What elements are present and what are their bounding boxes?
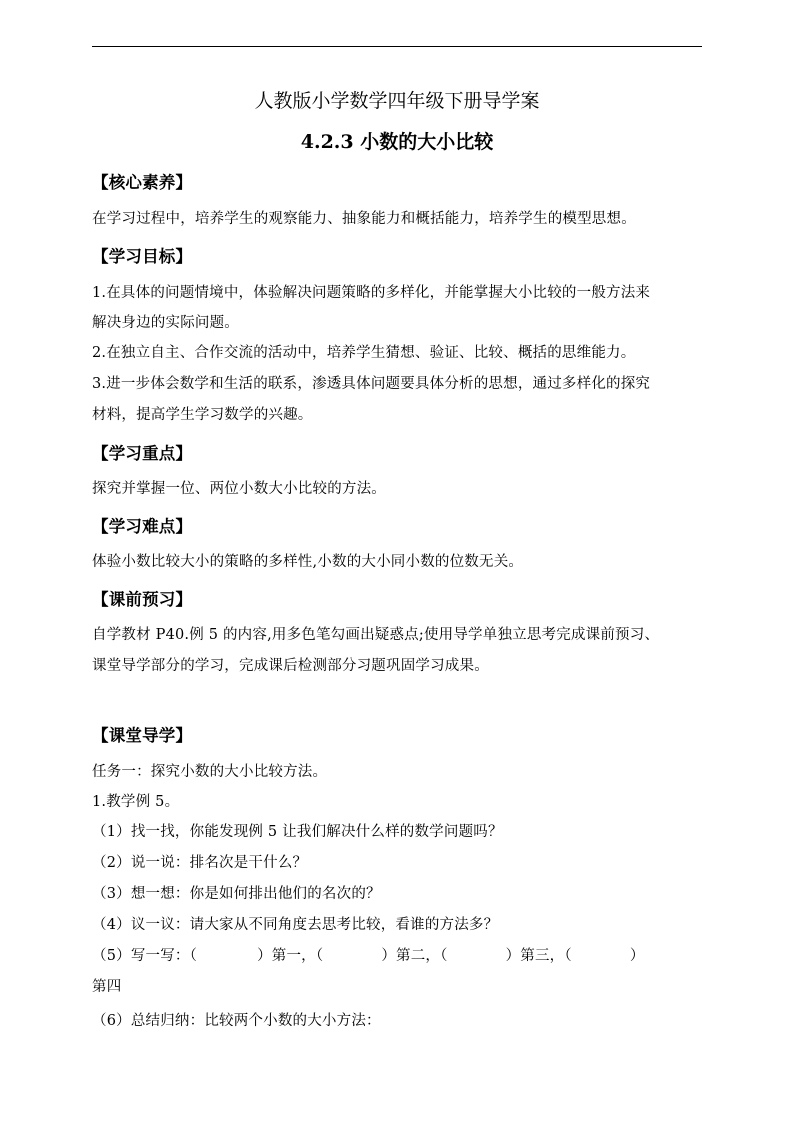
question-5-first: ）第一，（ [257,948,324,964]
question-5-third: ）第三，（ [505,948,572,964]
goal-1-line-1: 1.在具体的问题情境中，体验解决问题策略的多样化，并能掌握大小比较的一般方法来 [92,285,651,301]
section-heading-classroom: 【课堂导学】 [92,726,193,745]
document-title: 人教版小学数学四年级下册导学案 [254,90,540,112]
question-2: （2）说一说：排名次是干什么？ [92,855,308,871]
header-rule [92,46,702,47]
question-1: （1）找一找，你能发现例 5 让我们解决什么样的数学问题吗？ [92,824,503,840]
preview-line-2: 课堂导学部分的学习，完成课后检测部分习题巩固学习成果。 [92,658,489,674]
section-heading-goals: 【学习目标】 [92,247,193,266]
key-text: 探究并掌握一位、两位小数大小比较的方法。 [92,481,386,497]
goal-3-line-1: 3.进一步体会数学和生活的联系，渗透具体问题要具体分析的思想，通过多样化的探究 [92,376,651,392]
preview-line-1: 自学教材 P40.例 5 的内容,用多色笔勾画出疑惑点;使用导学单独立思考完成课前预习、 [92,627,660,643]
question-5-label: （5）写一写：（ [92,948,198,964]
question-5 [92,944,645,965]
question-4: （4）议一议：请大家从不同角度去思考比较，看谁的方法多？ [92,917,499,933]
goal-1-line-2: 解决身边的实际问题。 [92,315,239,331]
section-heading-key: 【学习重点】 [92,444,193,463]
section-heading-core: 【核心素养】 [92,173,193,192]
question-5-close: ） [629,948,645,964]
lesson-title: 4.2.3 小数的大小比较 [300,131,494,153]
question-3: （3）想一想：你是如何排出他们的名次的？ [92,886,381,902]
goal-3-line-2: 材料，提高学生学习数学的兴趣。 [92,407,313,423]
example-5: 1.教学例 5。 [92,794,180,810]
core-text: 在学习过程中，培养学生的观察能力、抽象能力和概括能力，培养学生的模型思想。 [92,211,636,227]
question-5-second: ）第二，（ [381,948,448,964]
goal-2: 2.在独立自主、合作交流的活动中，培养学生猜想、验证、比较、概括的思维能力。 [92,345,636,361]
section-heading-difficulty: 【学习难点】 [92,517,193,536]
section-heading-preview: 【课前预习】 [92,590,193,609]
question-6: （6）总结归纳：比较两个小数的大小方法： [92,1013,381,1029]
difficulty-text: 体验小数比较大小的策略的多样性,小数的大小同小数的位数无关。 [92,554,524,570]
task-1: 任务一：探究小数的大小比较方法。 [92,764,328,780]
question-5-fourth: 第四 [92,979,122,995]
